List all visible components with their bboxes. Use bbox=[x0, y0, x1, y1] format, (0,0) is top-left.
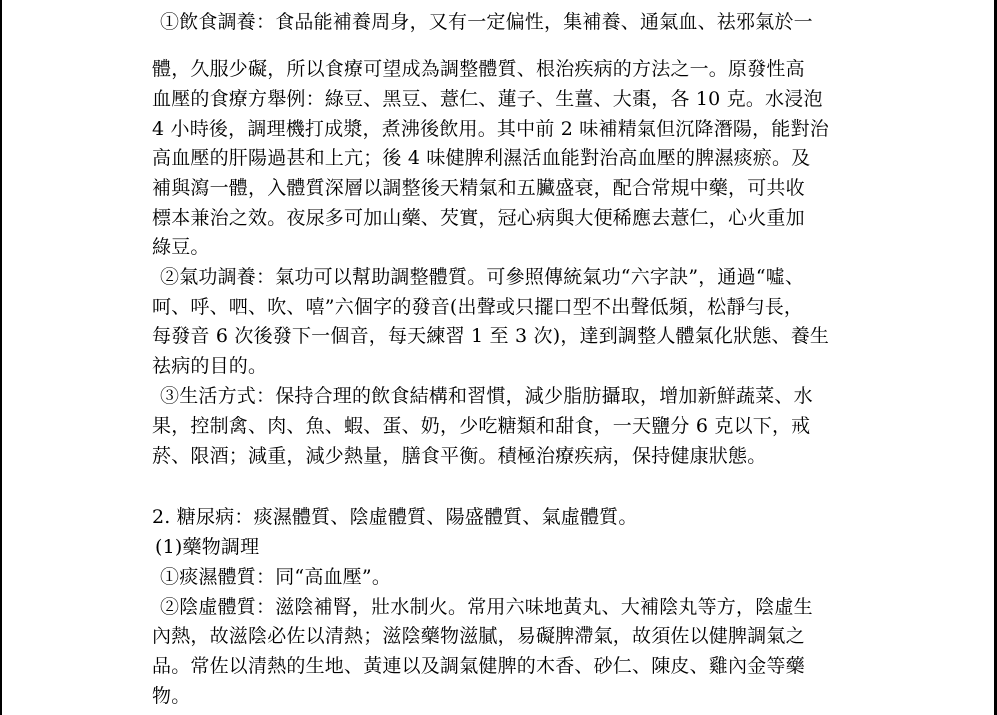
paragraph-line: 果，控制禽、肉、魚、蝦、蛋、奶，少吃糖類和甜食，一天鹽分 6 克以下，戒 bbox=[152, 415, 811, 437]
paragraph-line: 品。常佐以清熱的生地、黃連以及調氣健脾的木香、砂仁、陳皮、雞內金等藥 bbox=[152, 655, 805, 677]
paragraph-line: ②陰虛體質：滋陰補腎，壯水制火。常用六味地黃丸、大補陰丸等方，陰虛生 bbox=[160, 596, 813, 618]
paragraph-line: 血壓的食療方舉例：綠豆、黑豆、薏仁、蓮子、生薑、大棗，各 10 克。水浸泡 bbox=[152, 88, 823, 110]
paragraph-line: 補與瀉一體，入體質深層以調整後天精氣和五臟盛衰，配合常規中藥，可共收 bbox=[152, 177, 805, 199]
section-heading: 2. 糖尿病：痰濕體質、陰虛體質、陽盛體質、氣虛體質。 bbox=[152, 506, 638, 528]
paragraph-line: 菸、限酒；減重，減少熱量，膳食平衡。積極治療疾病，保持健康狀態。 bbox=[152, 445, 767, 467]
paragraph-line: 綠豆。 bbox=[152, 236, 210, 258]
paragraph-line: 體，久服少礙，所以食療可望成為調整體質、根治疾病的方法之一。原發性高 bbox=[152, 58, 805, 80]
paragraph-line: 祛病的目的。 bbox=[152, 355, 268, 377]
paragraph-line: 物。 bbox=[152, 685, 191, 707]
paragraph-line: ①飲食調養：食品能補養周身，又有一定偏性，集補養、通氣血、祛邪氣於一 bbox=[160, 11, 813, 33]
paragraph-line: 內熱，故滋陰必佐以清熱；滋陰藥物滋膩，易礙脾滯氣，故須佐以健脾調氣之 bbox=[152, 625, 805, 647]
paragraph-line: ①痰濕體質：同“高血壓”。 bbox=[160, 566, 392, 588]
paragraph-line: ③生活方式：保持合理的飲食結構和習慣，減少脂肪攝取，增加新鮮蔬菜、水 bbox=[160, 385, 813, 407]
paragraph-line: 每發音 6 次後發下一個音，每天練習 1 至 3 次)，達到調整人體氣化狀態、養生 bbox=[152, 325, 830, 347]
subsection-heading: (1)藥物調理 bbox=[155, 536, 260, 558]
paragraph-line: 標本兼治之效。夜尿多可加山藥、芡實，冠心病與大便稀應去薏仁，心火重加 bbox=[152, 207, 805, 229]
paragraph-line: 呵、呼、呬、吹、嘻”六個字的發音(出聲或只擺口型不出聲低頻，松靜勻長， bbox=[152, 296, 804, 318]
paragraph-line: ②氣功調養：氣功可以幫助調整體質。可參照傳統氣功“六字訣”，通過“噓、 bbox=[160, 266, 805, 288]
paragraph-line: 高血壓的肝陽過甚和上亢；後 4 味健脾利濕活血能對治高血壓的脾濕痰瘀。及 bbox=[152, 147, 811, 169]
paragraph-line: 4 小時後，調理機打成漿，煮沸後飲用。其中前 2 味補精氣但沉降潛陽，能對治 bbox=[152, 118, 829, 140]
